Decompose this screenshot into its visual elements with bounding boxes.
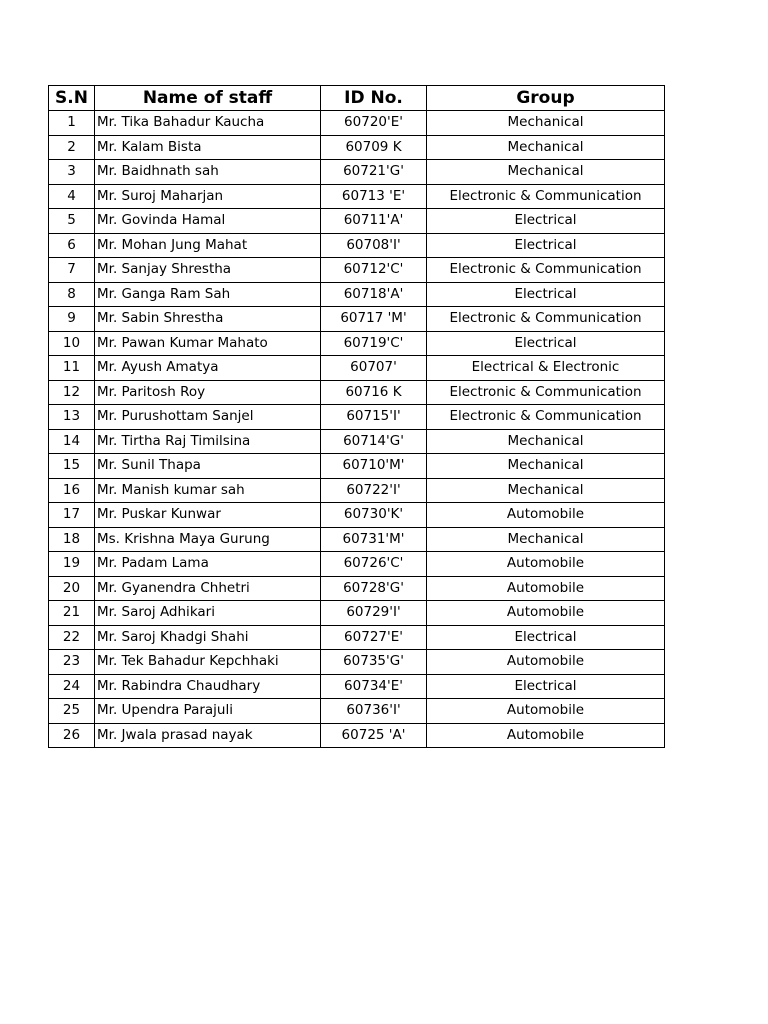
- cell-sn: 24: [49, 674, 95, 699]
- cell-id: 60725 'A': [321, 723, 427, 748]
- cell-sn: 16: [49, 478, 95, 503]
- cell-sn: 15: [49, 454, 95, 479]
- cell-name: Ms. Krishna Maya Gurung: [95, 527, 321, 552]
- table-row: [49, 527, 665, 552]
- table-row: [49, 135, 665, 160]
- table-row: [49, 282, 665, 307]
- cell-group: Electrical & Electronic: [427, 356, 665, 381]
- cell-id: 60712'C': [321, 258, 427, 283]
- cell-id: 60735'G': [321, 650, 427, 675]
- header-name: Name of staff: [95, 86, 321, 111]
- cell-group: Electrical: [427, 209, 665, 234]
- cell-id: 60727'E': [321, 625, 427, 650]
- cell-group: Automobile: [427, 699, 665, 724]
- table-row: [49, 307, 665, 332]
- cell-name: Mr. Rabindra Chaudhary: [95, 674, 321, 699]
- cell-name: Mr. Tek Bahadur Kepchhaki: [95, 650, 321, 675]
- cell-id: 60720'E': [321, 111, 427, 136]
- cell-name: Mr. Gyanendra Chhetri: [95, 576, 321, 601]
- staff-table: [48, 85, 665, 748]
- table-row: [49, 650, 665, 675]
- cell-sn: 21: [49, 601, 95, 626]
- cell-sn: 8: [49, 282, 95, 307]
- table-row: [49, 601, 665, 626]
- table-row: [49, 503, 665, 528]
- cell-name: Mr. Sunil Thapa: [95, 454, 321, 479]
- cell-sn: 18: [49, 527, 95, 552]
- cell-id: 60719'C': [321, 331, 427, 356]
- cell-id: 60714'G': [321, 429, 427, 454]
- cell-group: Mechanical: [427, 527, 665, 552]
- cell-id: 60722'I': [321, 478, 427, 503]
- table-row: [49, 576, 665, 601]
- cell-name: Mr. Saroj Adhikari: [95, 601, 321, 626]
- cell-name: Mr. Upendra Parajuli: [95, 699, 321, 724]
- cell-group: Mechanical: [427, 478, 665, 503]
- cell-group: Automobile: [427, 723, 665, 748]
- cell-sn: 14: [49, 429, 95, 454]
- table-row: [49, 552, 665, 577]
- cell-name: Mr. Manish kumar sah: [95, 478, 321, 503]
- cell-sn: 22: [49, 625, 95, 650]
- cell-id: 60734'E': [321, 674, 427, 699]
- cell-group: Mechanical: [427, 135, 665, 160]
- table-row: [49, 454, 665, 479]
- cell-name: Mr. Baidhnath sah: [95, 160, 321, 185]
- table-row: [49, 111, 665, 136]
- cell-group: Electronic & Communication: [427, 380, 665, 405]
- cell-sn: 12: [49, 380, 95, 405]
- cell-group: Electronic & Communication: [427, 258, 665, 283]
- cell-group: Electrical: [427, 674, 665, 699]
- table-row: [49, 429, 665, 454]
- table-row: [49, 209, 665, 234]
- cell-name: Mr. Padam Lama: [95, 552, 321, 577]
- header-id: ID No.: [321, 86, 427, 111]
- cell-id: 60729'I': [321, 601, 427, 626]
- cell-name: Mr. Mohan Jung Mahat: [95, 233, 321, 258]
- table-row: [49, 258, 665, 283]
- table-row: [49, 331, 665, 356]
- cell-sn: 11: [49, 356, 95, 381]
- table-row: [49, 405, 665, 430]
- cell-sn: 3: [49, 160, 95, 185]
- cell-sn: 10: [49, 331, 95, 356]
- cell-sn: 9: [49, 307, 95, 332]
- cell-id: 60713 'E': [321, 184, 427, 209]
- cell-sn: 17: [49, 503, 95, 528]
- cell-sn: 13: [49, 405, 95, 430]
- cell-group: Automobile: [427, 650, 665, 675]
- header-row: [49, 86, 665, 111]
- cell-name: Mr. Ganga Ram Sah: [95, 282, 321, 307]
- cell-name: Mr. Saroj Khadgi Shahi: [95, 625, 321, 650]
- cell-name: Mr. Kalam Bista: [95, 135, 321, 160]
- cell-name: Mr. Ayush Amatya: [95, 356, 321, 381]
- cell-group: Automobile: [427, 576, 665, 601]
- cell-name: Mr. Suroj Maharjan: [95, 184, 321, 209]
- table-row: [49, 160, 665, 185]
- cell-sn: 7: [49, 258, 95, 283]
- cell-id: 60710'M': [321, 454, 427, 479]
- cell-name: Mr. Paritosh Roy: [95, 380, 321, 405]
- cell-sn: 1: [49, 111, 95, 136]
- cell-id: 60730'K': [321, 503, 427, 528]
- cell-sn: 5: [49, 209, 95, 234]
- cell-group: Electrical: [427, 282, 665, 307]
- cell-group: Automobile: [427, 503, 665, 528]
- cell-name: Mr. Purushottam Sanjel: [95, 405, 321, 430]
- cell-id: 60708'I': [321, 233, 427, 258]
- cell-sn: 19: [49, 552, 95, 577]
- cell-sn: 6: [49, 233, 95, 258]
- cell-sn: 25: [49, 699, 95, 724]
- cell-id: 60731'M': [321, 527, 427, 552]
- cell-id: 60715'I': [321, 405, 427, 430]
- table-row: [49, 625, 665, 650]
- cell-id: 60726'C': [321, 552, 427, 577]
- cell-id: 60721'G': [321, 160, 427, 185]
- cell-group: Mechanical: [427, 160, 665, 185]
- table-row: [49, 723, 665, 748]
- cell-name: Mr. Tirtha Raj Timilsina: [95, 429, 321, 454]
- cell-group: Electronic & Communication: [427, 184, 665, 209]
- cell-id: 60707': [321, 356, 427, 381]
- cell-name: Mr. Sanjay Shrestha: [95, 258, 321, 283]
- cell-group: Mechanical: [427, 111, 665, 136]
- cell-name: Mr. Govinda Hamal: [95, 209, 321, 234]
- cell-id: 60711'A': [321, 209, 427, 234]
- cell-group: Electrical: [427, 331, 665, 356]
- cell-sn: 23: [49, 650, 95, 675]
- table-body: [49, 111, 665, 748]
- cell-sn: 20: [49, 576, 95, 601]
- table-row: [49, 380, 665, 405]
- table-row: [49, 478, 665, 503]
- cell-sn: 2: [49, 135, 95, 160]
- cell-sn: 4: [49, 184, 95, 209]
- cell-name: Mr. Pawan Kumar Mahato: [95, 331, 321, 356]
- cell-group: Mechanical: [427, 454, 665, 479]
- header-sn: S.N: [49, 86, 95, 111]
- cell-id: 60736'I': [321, 699, 427, 724]
- cell-sn: 26: [49, 723, 95, 748]
- cell-id: 60718'A': [321, 282, 427, 307]
- cell-group: Electronic & Communication: [427, 307, 665, 332]
- table-row: [49, 356, 665, 381]
- cell-group: Automobile: [427, 552, 665, 577]
- cell-group: Mechanical: [427, 429, 665, 454]
- header-group: Group: [427, 86, 665, 111]
- cell-id: 60728'G': [321, 576, 427, 601]
- cell-group: Electrical: [427, 625, 665, 650]
- table-row: [49, 674, 665, 699]
- table-row: [49, 233, 665, 258]
- cell-group: Electrical: [427, 233, 665, 258]
- cell-name: Mr. Sabin Shrestha: [95, 307, 321, 332]
- cell-group: Automobile: [427, 601, 665, 626]
- cell-id: 60717 'M': [321, 307, 427, 332]
- cell-id: 60709 K: [321, 135, 427, 160]
- cell-name: Mr. Jwala prasad nayak: [95, 723, 321, 748]
- table-row: [49, 184, 665, 209]
- cell-group: Electronic & Communication: [427, 405, 665, 430]
- cell-name: Mr. Tika Bahadur Kaucha: [95, 111, 321, 136]
- cell-id: 60716 K: [321, 380, 427, 405]
- cell-name: Mr. Puskar Kunwar: [95, 503, 321, 528]
- table-row: [49, 699, 665, 724]
